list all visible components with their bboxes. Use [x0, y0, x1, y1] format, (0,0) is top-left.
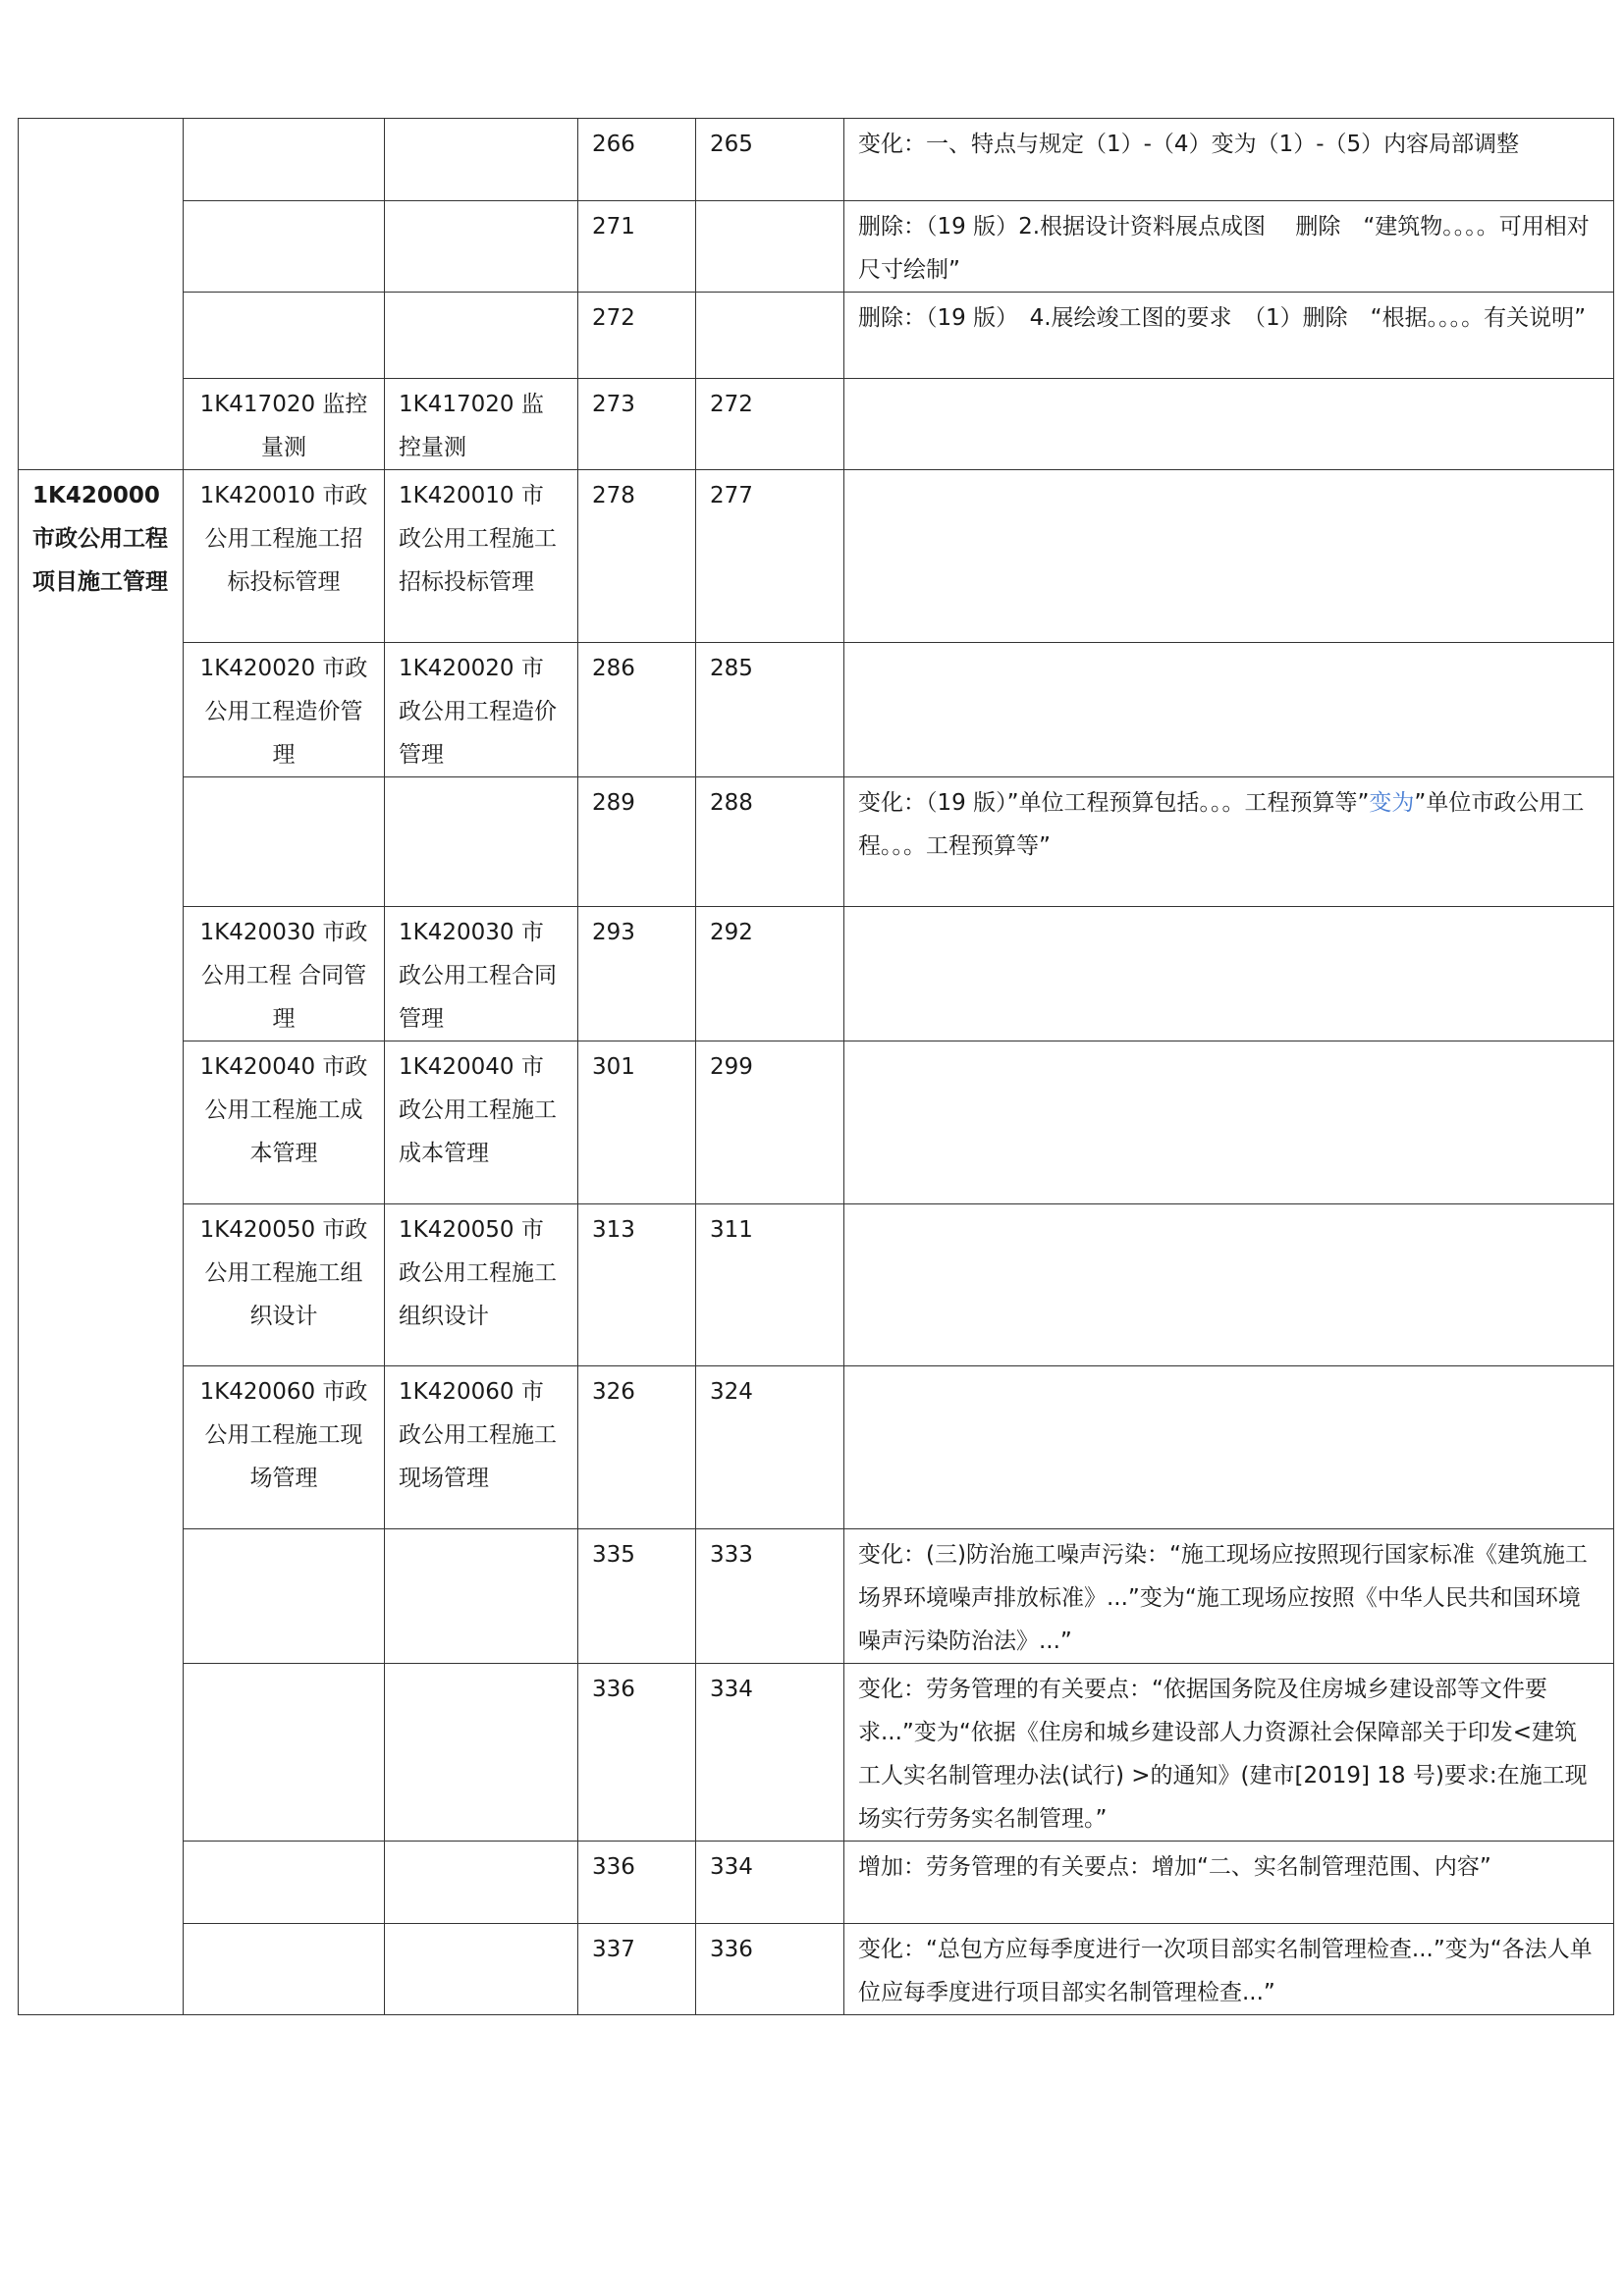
- change-note-cell: 删除：（19 版） 4.展绘竣工图的要求 （1）删除 “根据。。。。有关说明”: [844, 293, 1614, 379]
- change-note-cell: [844, 379, 1614, 470]
- new-section-cell: 1K420030 市政公用工程合同管理: [385, 907, 578, 1041]
- table-row: [19, 1664, 1614, 1842]
- old-section-cell: [184, 201, 385, 293]
- table-row: [19, 907, 1614, 1041]
- old-section-cell: [184, 1924, 385, 2015]
- new-section-cell: 1K420040 市政公用工程施工成本管理: [385, 1041, 578, 1204]
- old-section-cell: [184, 1529, 385, 1664]
- old-section-cell: 1K420040 市政公用工程施工成本管理: [184, 1041, 385, 1204]
- old-section-cell: [184, 1842, 385, 1924]
- old-page-cell: 273: [578, 379, 696, 470]
- old-page-cell: 313: [578, 1204, 696, 1366]
- old-section-cell: 1K420060 市政公用工程施工现场管理: [184, 1366, 385, 1529]
- table-row: [19, 1924, 1614, 2015]
- document-page: [18, 118, 1613, 2015]
- old-page-cell: 336: [578, 1842, 696, 1924]
- change-link[interactable]: 变为: [1369, 790, 1415, 816]
- table-row: [19, 643, 1614, 777]
- change-note-cell: [844, 1041, 1614, 1204]
- table-row: [19, 1842, 1614, 1924]
- table-row: [19, 1529, 1614, 1664]
- table-row: [19, 1041, 1614, 1204]
- new-section-cell: 1K420050 市政公用工程施工组织设计: [385, 1204, 578, 1366]
- change-note-cell: [844, 643, 1614, 777]
- new-page-cell: 277: [696, 470, 844, 643]
- table-row: [19, 379, 1614, 470]
- section-cell-empty: [19, 119, 184, 470]
- new-section-cell: [385, 119, 578, 201]
- new-section-cell: 1K420020 市政公用工程造价管理: [385, 643, 578, 777]
- old-section-cell: [184, 119, 385, 201]
- old-page-cell: 266: [578, 119, 696, 201]
- new-section-cell: 1K420060 市政公用工程施工现场管理: [385, 1366, 578, 1529]
- old-section-cell: 1K420010 市政公用工程施工招标投标管理: [184, 470, 385, 643]
- new-page-cell: 292: [696, 907, 844, 1041]
- table-row: [19, 119, 1614, 201]
- old-page-cell: 335: [578, 1529, 696, 1664]
- new-section-cell: [385, 293, 578, 379]
- change-note-text: ”单位市政公用工程。。。工程预算等”: [858, 790, 1585, 859]
- new-section-cell: [385, 1842, 578, 1924]
- change-note-cell: 变化：(三)防治施工噪声污染：“施工现场应按照现行国家标准《建筑施工场界环境噪声排放标准》...”变为“施工现场应按照《中华人民共和国环境噪声污染防治法》...”: [844, 1529, 1614, 1664]
- new-section-cell: 1K420010 市政公用工程施工招标投标管理: [385, 470, 578, 643]
- new-section-cell: [385, 1664, 578, 1842]
- change-note-cell: 变化：劳务管理的有关要点：“依据国务院及住房城乡建设部等文件要求...”变为“依据《住房和城乡建设部人力资源社会保障部关于印发<建筑工人实名制管理办法(试行) >的通知》(建市[2019] 18 号)要求:在施工现场实行劳务实名制管理。”: [844, 1664, 1614, 1842]
- new-page-cell: 285: [696, 643, 844, 777]
- old-section-cell: [184, 1664, 385, 1842]
- new-page-cell: 311: [696, 1204, 844, 1366]
- old-section-cell: [184, 293, 385, 379]
- new-page-cell: 299: [696, 1041, 844, 1204]
- change-note-cell: 变化：“总包方应每季度进行一次项目部实名制管理检查...”变为“各法人单位应每季度进行项目部实名制管理检查...”: [844, 1924, 1614, 2015]
- old-page-cell: 293: [578, 907, 696, 1041]
- change-note-text: 变化：（19 版）”单位工程预算包括。。。工程预算等”: [858, 790, 1370, 816]
- change-note-cell: [844, 470, 1614, 643]
- old-page-cell: 271: [578, 201, 696, 293]
- old-section-cell: 1K420020 市政公用工程造价管理: [184, 643, 385, 777]
- change-note-cell: [844, 907, 1614, 1041]
- old-page-cell: 289: [578, 777, 696, 907]
- new-page-cell: [696, 201, 844, 293]
- new-section-cell: [385, 1529, 578, 1664]
- old-section-cell: 1K420050 市政公用工程施工组织设计: [184, 1204, 385, 1366]
- change-note-cell: [844, 777, 1614, 907]
- new-page-cell: 336: [696, 1924, 844, 2015]
- change-note-cell: 变化：一、特点与规定（1）-（4）变为（1）-（5）内容局部调整: [844, 119, 1614, 201]
- old-section-cell: 1K420030 市政公用工程 合同管理: [184, 907, 385, 1041]
- change-note-cell: [844, 1366, 1614, 1529]
- new-section-cell: 1K417020 监控量测: [385, 379, 578, 470]
- new-section-cell: [385, 1924, 578, 2015]
- change-note-cell: [844, 1204, 1614, 1366]
- old-section-cell: 1K417020 监控量测: [184, 379, 385, 470]
- old-page-cell: 336: [578, 1664, 696, 1842]
- old-section-cell: [184, 777, 385, 907]
- old-page-cell: 286: [578, 643, 696, 777]
- new-section-cell: [385, 201, 578, 293]
- table-row: [19, 201, 1614, 293]
- table-row: [19, 293, 1614, 379]
- new-page-cell: 333: [696, 1529, 844, 1664]
- textbook-change-table: [18, 118, 1614, 2015]
- new-page-cell: [696, 293, 844, 379]
- old-page-cell: 337: [578, 1924, 696, 2015]
- section-heading-cell: 1K420000 市政公用工程项目施工管理: [19, 470, 184, 2015]
- change-note-cell: 删除：（19 版）2.根据设计资料展点成图 删除 “建筑物。。。。可用相对尺寸绘制”: [844, 201, 1614, 293]
- old-page-cell: 301: [578, 1041, 696, 1204]
- new-page-cell: 334: [696, 1842, 844, 1924]
- new-page-cell: 272: [696, 379, 844, 470]
- new-page-cell: 288: [696, 777, 844, 907]
- table-row: [19, 777, 1614, 907]
- change-note-cell: 增加：劳务管理的有关要点：增加“二、实名制管理范围、内容”: [844, 1842, 1614, 1924]
- table-row: [19, 1366, 1614, 1529]
- table-row: [19, 1204, 1614, 1366]
- new-section-cell: [385, 777, 578, 907]
- new-page-cell: 334: [696, 1664, 844, 1842]
- old-page-cell: 326: [578, 1366, 696, 1529]
- old-page-cell: 272: [578, 293, 696, 379]
- new-page-cell: 265: [696, 119, 844, 201]
- old-page-cell: 278: [578, 470, 696, 643]
- new-page-cell: 324: [696, 1366, 844, 1529]
- table-row: [19, 470, 1614, 643]
